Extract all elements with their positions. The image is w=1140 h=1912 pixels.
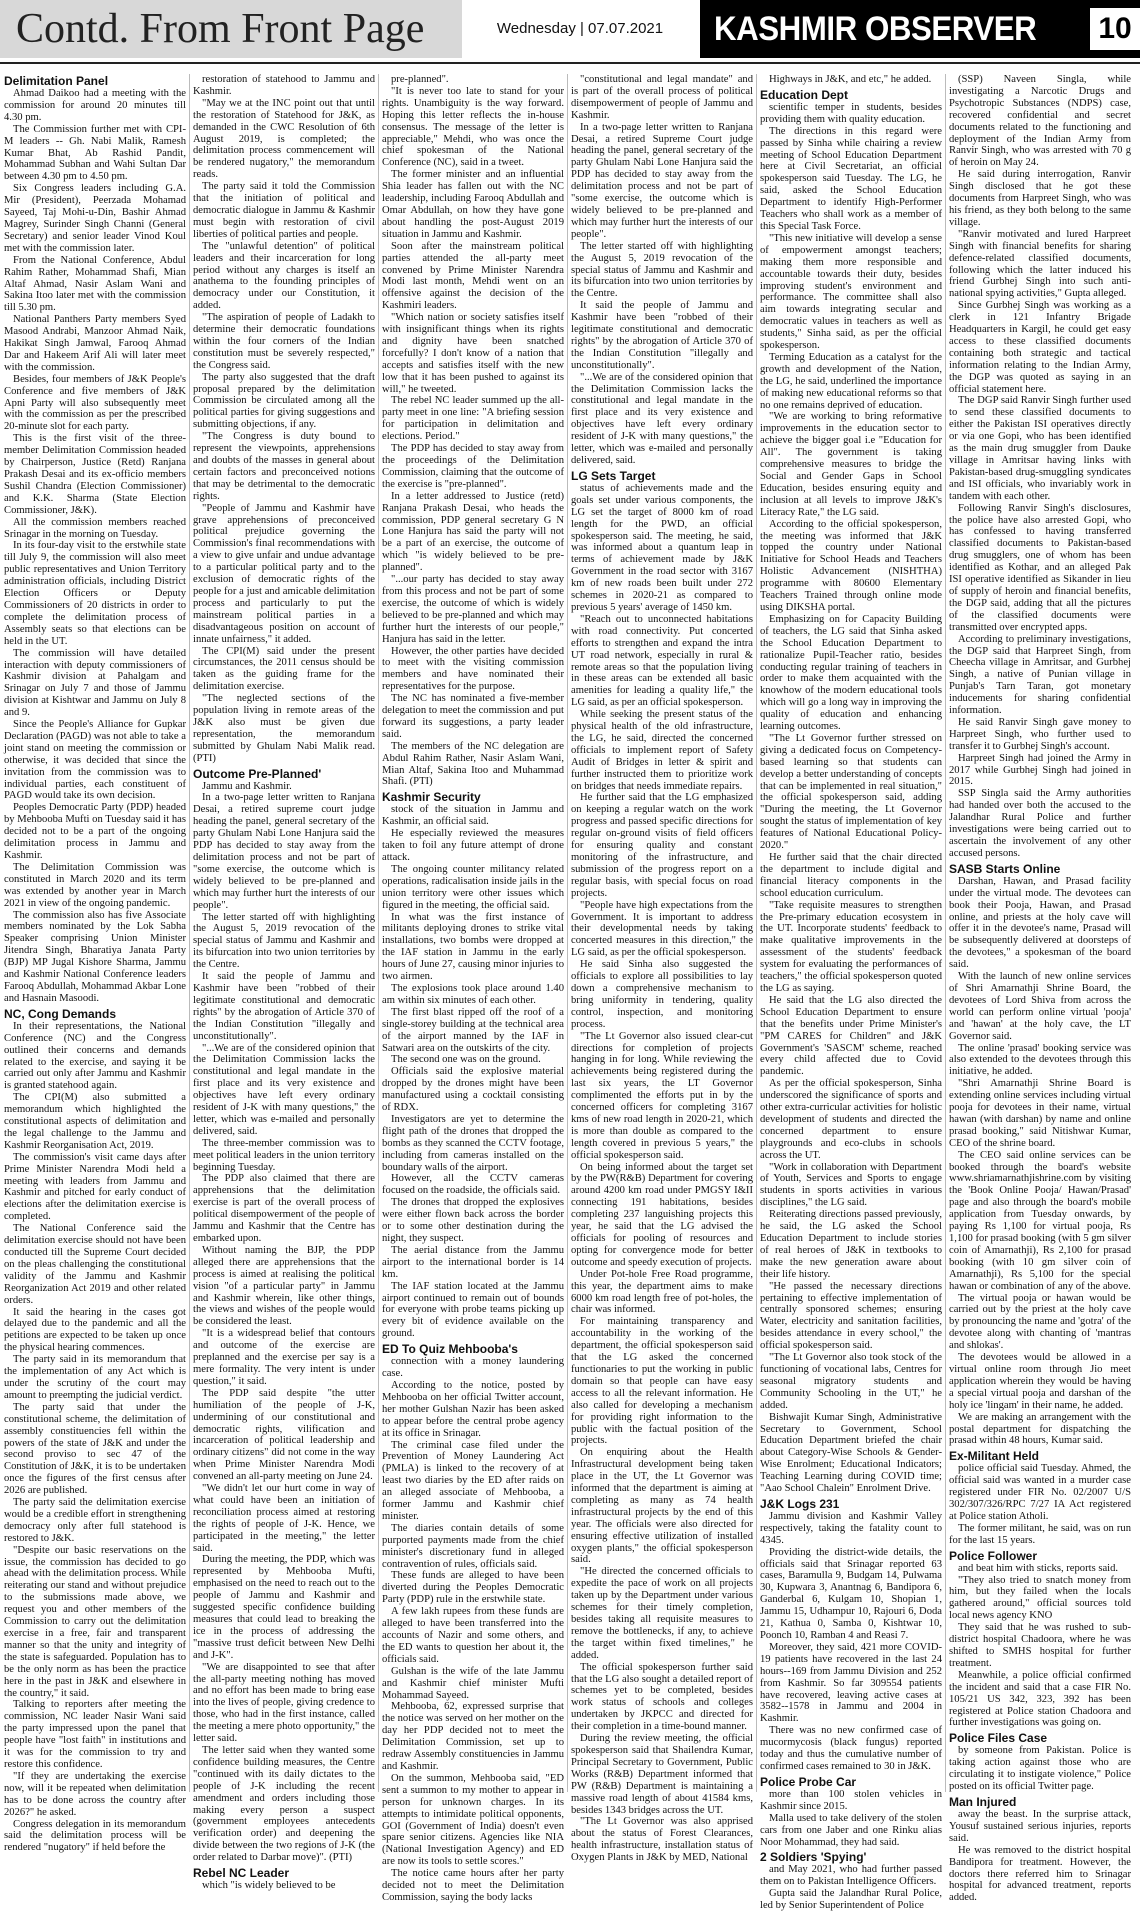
article-paragraph: In its four-day visit to the erstwhile state till July 9, the commission will also meet public representatives and Union Territory administration officials, including District Election Officers or Deputy Commissioners of 20 districts in order to complete the delimitation process of Assembly seats so that elections can be held in the UT. [4,540,186,647]
article-paragraph: Besides, four members of J&K People's Conference and five members of J&K Apni Party will also subsequently meet with the commission as per the prescribed 20-minute slot for each party. [4,373,186,433]
article-paragraph: "It is a widespread belief that contours and outcome of the exercise are preplanned and the exercise per say is a mere formality. The very intent is under question," it said. [193,1328,375,1387]
article-paragraph: The second one was on the ground. [391,1054,541,1066]
article-paragraph: Malla used to take delivery of the stolen cars from one Jaber and one Rinku alias Noor Mohammad, they had said. [760,1812,942,1848]
article-paragraph: Peoples Democratic Party (PDP) headed by Mehbooba Mufti on Tuesday said it has decided not to be a part of the ongoing delimitation process in Jammu and Kashmir. [4,802,186,861]
article-paragraph: "May we at the INC point out that until the restoration of Statehood for J&K, as demanded in the CWC Resolution of 6th August 2019, is completed; the delimitation process commencement will be rendered nugatory," the memorandum reads. [193,97,375,181]
article-paragraph: For maintaining transparency and accountability in the working of the department, the official spokesperson said that the LG asked the concerned functionaries to put the working in public domain so that people can have easy access to all the relevant information. He also called for developing a mechanism for providing right information to the public with the factual position of the projects. [571,1316,753,1447]
article-heading: Police Files Case [949,1731,1048,1746]
article-paragraph: Emphasizing on for Capacity Building of teachers, the LG said that Sinha asked the School Education Department to rationalize Pupil-Teacher ratio, besides conducting regular training of teachers in order to make them acquainted with the knowhow of the modern educational tools which will go a long way in improving the quality of education and enhancing learning outcomes. [760,613,942,733]
article-paragraph: connection with a money laundering case. [382,1356,564,1380]
article-paragraph: The party said that under the constitutional scheme, the delimitation of assembly constituencies fell within the powers of the state of J&K and under the second proviso to sec 47 of the Constitution of J&K, it is to be undertaken once the figures of the first census after 2026 are published. [4,1401,186,1497]
article-paragraph: According to preliminary investigations, the DGP said that Harpreet Singh, from Cheecha village in Amritsar, and Gurbhej Singh, a native of Punian village in Punjab's Tarn Taran, got monetary inducements for sharing confidential information. [949,633,1131,717]
article-paragraph: Congress delegation in its memorandum said the delimitation process will be rendered "nugatory" if held before the [4,1818,186,1854]
article-paragraph: Following Ranvir Singh's disclosures, the police have also arrested Gopi, who has confessed to having transferred classified documents to Pakistan-based drug smugglers, one of whom has been identified as Kothar, and an alleged Pak ISI operative identified as Sikander in lieu of supply of heroin and financial benefits, the DGP said, adding that all the pictures of the classified documents were transmitted over encrypted apps. [949,502,1131,633]
article-paragraph: The devotees would be allowed in a virtual online room through Jio meet application wherein they would be having a special virtual pooja and darshan of the holy ice 'lingam' in their name, he added. [949,1352,1131,1411]
article-heading: Police Follower [949,1548,1038,1563]
article-paragraph: (SSP) Naveen Singla, while investigating a Narcotic Drugs and Psychotropic Substances (NDPS) case, recovered confidential and secret documents related to the functioning and deployment of the Indian Army from Ranvir Singh, who was arrested with 70 g of heroin on May 24. [949,74,1131,169]
article-paragraph: "Reach out to unconnected habitations with road connectivity. Put concerted efforts to strengthen and expand the intra UT road network, especially in rural & remote areas so that the population living in these areas can be extended all basic amenities for leading a quality life," the LG said, as per an official spokesperson. [571,613,753,709]
article-paragraph: The PDP also claimed that there are apprehensions that the delimitation exercise is part of the overall process of political disempowerment of the people of Jammu and Kashmir that the Centre has embarked upon. [193,1173,375,1244]
article-paragraph: "We are working to bring reformative improvements in the education sector to achieve the bigger goal i.e "Education for All". The government is taking comprehensive measures to bridge the Social and Gender Gaps in School Education, besides ensuring equity and inclusion at all levels to improve J&K's Literacy Rate," the LG said. [760,411,942,518]
article-paragraph: "People of Jammu and Kashmir have grave apprehensions of preconceived political prejudice governing the Commission's final recommendations with a view to give unfair and undue advantage to a particular political party and to the exclusion of democratic rights of the people for a just and amicable delimitation process and particularly to put the mainstream political parties in a disadvantageous position on account of innate unfairness," it added. [193,502,375,645]
article-paragraph: restoration of statehood to Jammu and Kashmir. [193,74,375,97]
article-heading: Police Probe Car [760,1774,857,1789]
article-paragraph: Darshan, Hawan, and Prasad facility under the virtual mode. The devotees can book their Pooja, Hawan, and Prasad online, and priests at the holy cave will offer it in the devotee's name, Prasad will be subsequently delivered at doorsteps of the devotees," a spokesman of the board said. [949,875,1131,971]
article-paragraph: He especially reviewed the measures taken to foil any future attempt of drone attack. [382,828,564,863]
article-paragraph: They said that he was rushed to sub-district hospital Chadoora, where he was shifted to SMHS hospital for further treatment. [949,1622,1131,1669]
article-paragraph: The former militant, he said, was on run for the last 15 years. [949,1522,1131,1546]
article-heading: LG Sets Target [571,468,656,483]
article-paragraph: The CPI(M) said under the present circumstances, the 2011 census should be taken as the guiding frame for the delimitation exercise. [193,645,375,693]
article-paragraph: Officials said the explosive material dropped by the drones might have been manufactured using a cocktail consisting of RDX. [382,1066,564,1114]
article-paragraph: National Panthers Party members Syed Masood Andrabi, Manzoor Ahmad Naik, Hakikat Singh Jamwal, Farooq Ahmad Dar and Hakeem Arif Ali will later meet with the commission. [4,314,186,373]
article-paragraph: In a two-page letter written to Ranjana Desai, a retired supreme court judge heading the panel, general secretary of the party Ghulam Nabi Lone Hanjura said the PDP has decided to stay away from the delimitation process and not be part of "some exercise, the outcome which is widely believed to be pre-planned and which may further hurt the interests of our people". [193,792,375,911]
article-paragraph: The "unlawful detention" of political leaders and their incarceration for long period without any charges is itself an anathema to the founding principles of democracy under our Constitution, it added. [193,240,375,312]
article-paragraph: The CEO said online services can be booked through the board's website www.shriamarnathjishrine.com by visiting the 'Book Online Pooja/ Hawan/Prasad' page and also through the board's mobile application from Tuesday onwards, by paying Rs 1,100 for virtual pooja, Rs 1,100 for prasad booking (with 5 gm silver coin of Amarnathji), Rs 2,100 for prasad booking (with 10 gm silver coin of Amarnathji), Rs 5,100 for the special hawan or combination of any of the above. [949,1149,1131,1292]
article-paragraph: The party said it told the Commission that the initiation of political and democratic dialogue in Jammu & Kashmir must begin with restoration of civil liberties of political parties and people. [193,181,375,240]
article-heading: Outcome Pre-Planned' [193,766,322,781]
article-paragraph: All the commission members reached Srinagar in the morning on Tuesday. [4,516,186,540]
article-paragraph: Without naming the BJP, the PDP alleged there are apprehensions that the process is aimed at realising the political vision "of a particular party" in Jammu and Kashmir wherein, like other things, the views and wishes of the people would be considered the least. [193,1244,375,1328]
article-paragraph: The Delimitation Commission was constituted in March 2020 and its term was extended by another year in March 2021 in view of the ongoing pandemic. [4,861,186,909]
masthead: KASHMIR OBSERVER [714,10,1037,48]
article-heading: NC, Cong Demands [4,1006,117,1021]
article-paragraph: by someone from Pakistan. Police is taking action against those who are circulating it to instigate violence," Police posted on its official Twitter page. [949,1745,1131,1793]
article-paragraph: "...We are of the considered opinion that the Delimitation Commission lacks the constitutional and legal mandate in the first place and its very existence and objectives have left every ordinary resident of J-K with many questions," the letter, which was e-mailed and personally delivered, said. [571,371,753,466]
article-paragraph: On enquiring about the Health Infrastructural development being taken place in the UT, the Lt Governor was informed that the department is aiming at completing as many as 74 health infrastructural projects by the end of this year. The officials were also directed for ensuring effective utilization of installed oxygen plants," the official spokesperson said. [571,1447,753,1566]
article-paragraph: status of achievements made and the goals set under various components, the LG set the target of 8000 km of road length for the PWD, an official spokesperson said. The meeting, he said, was informed about a quantum leap in terms of achievement made by J&K Government in the road sector with 3167 km of new roads been built under 272 schemes in 2020-21 as compared to previous 5 years' average of 1450 km. [571,482,753,613]
article-paragraph: Gupta said the Jalandhar Rural Police, led by Senior Superintendent of Police [760,1888,942,1912]
article-paragraph: Reiterating directions passed previously, he said, the LG asked the School Education Department to include stories of real heroes of J&K in textbooks to make the new generation aware about their life history. [760,1209,942,1280]
article-paragraph: The official spokesperson further said that the LG also sought a detailed report of schemes yet to be completed, besides work status of schools and colleges undertaken by JKPCC and directed for their completion in a time-bound manner. [571,1661,753,1733]
article-paragraph: Meanwhile, a police official confirmed the incident and said that a case FIR No. 105/21 US 342, 323, 392 has been registered at Police station Chadoora and further investigations was going on. [949,1669,1131,1729]
article-paragraph: "The Lt Governor was also apprised about the status of Forest Clearances, health infrastructure, installation status of Oxygen Plants in J&K by MED, National [571,1816,753,1864]
article-paragraph: The directions in this regard were passed by Sinha while chairing a review meeting of School Education Department here at Civil Secretariat, an official spokesperson said Tuesday. The LG, he said, asked the School Education Department to identify High-Performer Teachers who shall work as a member of this Special Task Force. [760,125,942,232]
article-paragraph: "The aspiration of people of Ladakh to determine their democratic foundations within the four corners of the Indian constitution must be severely respected," the Congress said. [193,312,375,371]
article-paragraph: The notice came hours after her party decided not to meet the Delimitation Commission, saying the body lacks [382,1868,564,1903]
article-paragraph: He said during interrogation, Ranvir Singh disclosed that he got these documents from Harpreet Singh, who was his friend, as they both belong to the same village. [949,169,1131,228]
article-paragraph: The commission will have detailed interaction with deputy commissioners of Kashmir division at Pahalgam and Srinagar on July 7 and those of Jammu division at Kishtwar and Jammu on July 8 and 9. [4,647,186,719]
article-paragraph: We are making an arrangement with the postal department for dispatching the prasad within 48 hours, Kumar said. [949,1411,1131,1447]
article-paragraph: which "is widely believed to be [202,1880,336,1892]
section-title: Contd. From Front Page [16,6,425,52]
article-paragraph: police official said Tuesday. Ahmed, the official said was wanted in a murder case registered under FIR No. 02/2007 U/S 302/307/326/RPC 7/27 IA Act registered at Police station Atholi. [949,1463,1131,1522]
article-heading: 2 Soldiers 'Spying' [760,1850,867,1865]
article-paragraph: The letter started off with highlighting the August 5, 2019 revocation of the special status of Jammu and Kashmir and its bifurcation into two union territories by the Centre. [571,240,753,300]
page-number: 10 [1090,8,1140,50]
issue-date: Wednesday | 07.07.2021 [496,20,664,37]
article-paragraph: He further said that the LG emphasized on keeping a regular watch on the work progress and passed specific directions for regular on-ground visits of field officers for ensuring quality and constant monitoring of the infrastructure, and submission of the progress report on a regular basis, with special focus on road projects. [571,792,753,899]
article-paragraph: "The Lt Governor also took stock of the functioning of vocational labs, Centres for seasonal migratory students and Community Schooling in the UT," he added. [760,1352,942,1411]
column-2 [193,74,375,1892]
article-paragraph: Bishwajit Kumar Singh, Administrative Secretary to Government, School Education Department briefed the chair about Category-Wise Schools & Gender-Wise Enrolment; Educational Indicators; Teaching Learning during COVID time; "Aao School Chalein" Enrolment Drive. [760,1411,942,1495]
article-paragraph: The ongoing counter militancy related operations, radicalisation inside jails in the union territory were other issues which figured in the meeting, the official said. [382,863,564,911]
column-6 [949,74,1131,1904]
article-paragraph: "constitutional and legal mandate" and is part of the overall process of political disempowerment of people of Jammu and Kashmir. [571,74,753,121]
article-paragraph: In a two-page letter written to Ranjana Desai, a retired Supreme Court judge heading the panel, general secretary of the party Ghulam Nabi Lone Hanjura said the PDP has decided to stay away from the delimitation process and not be part of "some exercise, the outcome which is widely believed to be pre-planned and which may further hurt the interests of our people". [571,121,753,240]
article-paragraph: Gulshan is the wife of the late Jammu and Kashmir chief minister Mufti Mohammad Sayeed. [382,1665,564,1701]
article-paragraph: "They also tried to snatch money from him, but they failed when the locals gathered around," official sources told local news agency KNO [949,1574,1131,1622]
article-paragraph: The IAF station located at the Jammu airport continued to remain out of bounds for everyone with probe teams picking up every bit of evidence available on the ground. [382,1280,564,1340]
article-paragraph: According to the notice, posted by Mehbooba on her official Twitter account, her mother Gulshan Nazir has been asked to appear before the central probe agency at its office in Srinagar. [382,1379,564,1439]
article-paragraph: Highways in J&K, and etc," he added. [769,74,932,85]
masthead-banner [700,0,1140,58]
article-paragraph: and beat him with sticks, reports said. [958,1562,1119,1574]
article-paragraph: On the summon, Mehbooba said, "ED sent a summon to my mother to appear in person for unknown charges. In its attempts to intimidate political opponents, GOI (Government of India) doesn't even spare senior citizens. Agencies like NIA (National Investigation Agency) and ED are now its tools to settle scores." [382,1772,564,1868]
article-paragraph: As per the official spokesperson, Sinha underscored the significance of sports and other extra-curricular activities for holistic development of students and directed the concerned department to ensure playgrounds and eco-clubs in schools across the UT. [760,1078,942,1161]
article-paragraph: He said that the LG also directed the School Education Department to ensure that the benefits under Prime Minister's "PM CARES for Children" and J&K Government's 'SASCM' scheme, reached every child affected due to Covid pandemic. [760,994,942,1078]
article-paragraph: In their representations, the National Conference (NC) and the Congress outlined their concerns and demands related to the exercise, and saying it be carried out only after Jammu and Kashmir is granted statehood again. [4,1020,186,1092]
article-paragraph: scientific temper in students, besides providing them with quality education. [760,101,942,125]
article-paragraph: In a letter addressed to Justice (retd) Ranjana Prakash Desai, who heads the commission, PDP general secretary G N Lone Hanjura has said the party will not be a part of an exercise, the outcome of which "is widely believed to be pre-planned". [382,490,564,574]
article-paragraph: Providing the district-wide details, the officials said that Srinagar reported 63 cases, Baramulla 9, Budgam 14, Pulwama 30, Kupwara 3, Anantnag 6, Bandipora 6, Ganderbal 6, Kulgam 10, Shopian 1, Jammu 15, Udhampur 10, Rajouri 6, Doda 21, Kathua 0, Samba 0, Kishtwar 10, Poonch 10, Ramban 4 and Reasi 7. [760,1546,942,1641]
article-paragraph: During the meeting, the PDP, which was represented by Mehbooba Mufti, emphasised on the need to reach out to the people of Jammu and Kashmir and suggested specific confidence building measures that could lead to breaking the ice in the process of addressing the "massive trust deficit between New Delhi and J-K". [193,1554,375,1661]
article-paragraph: These funds are alleged to have been diverted during the Peoples Democratic Party (PDP) rule in the erstwhile state. [382,1570,564,1606]
article-paragraph: stock of the situation in Jammu and Kashmir, an official said. [382,804,564,828]
article-paragraph: "We didn't let our hurt come in way of what could have been an initiation of reconciliation process aimed at restoring the rights of people of J-K. Hence, we participated in the meeting," the letter said. [193,1483,375,1554]
article-paragraph: "If they are undertaking the exercise now, will it be repeated when delimitation has to be done across the country after 2026?" he asked. [4,1770,186,1818]
article-paragraph: The diaries contain details of some purported payments made from the chief minister's discretionary fund in alleged contravention of rules, officials said. [382,1522,564,1570]
article-paragraph: The PDP said despite "the utter humiliation of the people of J-K, undermining of our constitutional and democratic rights, vilification and incarceration of political leadership and ordinary citizens" did not come in the way when Prime Minister Narendra Modi convened an all-party meeting on June 24. [193,1387,375,1483]
article-paragraph: The letter started off with highlighting the August 5, 2019 revocation of the special status of Jammu and Kashmir and its bifurcation into two union territories by the Centre. [193,911,375,971]
article-paragraph: Harpreet Singh had joined the Army in 2017 while Gurbhej Singh had joined in 2015. [949,752,1131,788]
column-divider [756,74,757,1792]
article-paragraph: "We are disappointed to see that after the all-party meeting nothing has moved and no effort has been made to bring ease into the lives of people, giving credence to those, who had in the first instance, called the meeting a mere photo opportunity," the letter said. [193,1661,375,1745]
article-paragraph: The commission's visit came days after Prime Minister Narendra Modi held a meeting with leaders from Jammu and Kashmir and pitched for early conduct of elections after the delimitation exercise is completed. [4,1151,186,1223]
page-header [0,0,1140,58]
article-paragraph: "The neglected sections of the population living in remote areas of the J&K also must be given due representation, the memorandum submitted by Ghulam Nabi Malik read. (PTI) [193,693,375,764]
article-paragraph: A few lakh rupees from these funds are alleged to have been transferred into the accounts of Nazir and some others, and the ED wants to question her about it, the officials said. [382,1606,564,1665]
column-3 [382,74,564,1903]
article-paragraph: The drones that dropped the explosives were either flown back across the border or to some other destination during the night, they suspect. [382,1197,564,1244]
article-paragraph: On being informed about the target set by the PW(R&B) Department for covering around 4200 km road under PMGSY I&II connecting 191 habitations, besides completing 237 languishing projects this year, he said that the LG advised the officials for pooling of resources and opting for convergence mode for better outcome and speedy execution of projects. [571,1161,753,1268]
article-paragraph: "Ranvir motivated and lured Harpreet Singh with financial benefits for sharing defence-related classified documents, following which the latter induced his friend Gurbhej Singh into such anti-national spying activities," Gupta alleged. [949,228,1131,300]
article-heading: Rebel NC Leader [193,1866,290,1881]
article-paragraph: SSP Singla said the Army authorities had handed over both the accused to the Jalandhar Rural Police and further investigations were being carried out to ascertain the involvement of any other accused persons. [949,788,1131,859]
article-paragraph: The CPI(M) also submitted a memorandum which highlighted the constitutional aspects of delimitation and the legal challenge to the Jammu and Kashmir Reorganisation Act, 2019. [4,1092,186,1151]
article-paragraph: He said Ranvir Singh gave money to Harpreet Singh, who further used to transfer it to Gurbhej Singh's account. [949,716,1131,752]
article-paragraph: Investigators are yet to determine the flight path of the drones that dropped the bombs as they scanned the CCTV footage, including from cameras installed on the boundary walls of the airport. [382,1113,564,1173]
article-paragraph: "The Congress is duty bound to represent the viewpoints, apprehensions and doubts of the masses in general about certain factors and preconceived notions that may be detrimental to the democratic rights. [193,431,375,502]
article-paragraph: "It is never too late to stand for your rights. Unambiguity is the way forward. Hoping this letter reflects the in-house consensus. The message of the letter is appreciable," Mehdi, who was once the chief spokesman of the National Conference (NC), said in a tweet. [382,85,564,169]
article-paragraph: The NC has nominated a five-member delegation to meet the commission and put forward its suggestions, a party leader said. [382,693,564,740]
article-paragraph: "...our party has decided to stay away from this process and not be part of some exercise, the outcome of which is widely believed to be pre-planned and which may further hurt the interests of our people," Hanjura has said in the letter. [382,574,564,645]
article-paragraph: The first blast ripped off the roof of a single-storey building at the technical area of the airport manned by the IAF in Satwari area on the outskirts of the city. [382,1006,564,1054]
article-paragraph: The party said in its memorandum that the implementation of any Act which is under the scrutiny of the court may amount to preempting the judicial verdict. [4,1354,186,1401]
article-paragraph: The criminal case filed under the Prevention of Money Laundering Act (PMLA) is linked to the recovery of at least two diaries by the ED after raids on an alleged associate of Mehbooba, a former Jammu and Kashmir chief minister. [382,1439,564,1522]
article-paragraph: The aerial distance from the Jammu airport to the international border is 14 km. [382,1244,564,1280]
article-heading: Kashmir Security [382,790,481,805]
article-paragraph: Terming Education as a catalyst for the growth and development of the Nation, the LG, he said, underlined the importance of making new educational reforms so that no one remains deprived of education. [760,351,942,411]
article-paragraph: Jammu division and Kashmir Valley respectively, taking the fatality count to 4345. [760,1510,942,1546]
article-paragraph: The three-member commission was to meet political leaders in the union territory beginning Tuesday. [193,1137,375,1173]
article-paragraph: "He directed the concerned officials to expedite the pace of work on all projects taken up by the Department under various schemes for their timely completion, besides taking all requisite measures to remove the bottlenecks, if any, to achieve the target within fixed timelines," he added. [571,1566,753,1661]
article-paragraph: The PDP has decided to stay away from the proceedings of the Delimitation Commission, claiming that the outcome of the exercise is "pre-planned". [382,443,564,490]
article-paragraph: According to the official spokesperson, the meeting was informed that J&K topped the country under National Initiative for School Heads and Teachers Holistic Advancement (NISHTHA) programme with 80600 Elementary Teachers Trained through online mode using DIKSHA portal. [760,518,942,613]
article-paragraph: He was removed to the district hospital Bandipora for treatment. However, the doctors there referred him to Srinagar hospital for advanced treatment, reports added. [949,1844,1131,1904]
article-paragraph: It said the people of Jammu and Kashmir have been "robbed of their legitimate constitutional and democratic rights" by the abrogation of Article 370 of the Indian Constitution "illegally and unconstitutionally". [193,971,375,1042]
article-paragraph: While seeking the present status of the physical health of the old infrastructure, the LG, he said, directed the concerned officials to implement report of Safety Audit of Bridges in letter & spirit and further instructed them to prioritize work on bridges that needs immediate repairs. [571,709,753,792]
article-heading: Man Injured [949,1794,1017,1809]
column-divider [567,74,568,1792]
article-paragraph: The members of the NC delegation are Abdul Rahim Rather, Nasir Aslam Wani, Mian Altaf, Sakina Itoo and Muhammad Shafi. (PTI) [382,740,564,788]
article-paragraph: However, the other parties have decided to meet with the visiting commission members and have nominated their representatives for the purpose. [382,645,564,693]
column-divider [189,74,190,1792]
article-paragraph: "People have high expectations from the Government. It is important to address their developmental needs by taking concerted measures in this direction," the LG said, as per the official spokesperson. [571,899,753,959]
article-paragraph: There was no new confirmed case of mucormycosis (black fungus) reported today and thus the cumulative number of confirmed cases remained to 30 in J&K. [760,1725,942,1772]
article-paragraph: The letter said when they wanted some confidence building measures, the Centre "continued with its daily dictates to the people of J-K including the recent amendment and orders including those making every person a suspect (government employees antecedents verification order) and deepening the divide between the two regions of J-K (the order related to Darbar move)". (PTI) [193,1744,375,1864]
article-paragraph: "Take requisite measures to strengthen the Pre-primary education ecosystem in the UT. Incorporate students' feedback to make qualitative improvements in the assessment of the students' feedback system for evaluating the performances of teachers," the official spokesperson quoted the LG as saying. [760,899,942,994]
article-paragraph: The rebel NC leader summed up the all-party meet in one line: "A briefing session for participation in delimitation and elections. Period." [382,395,564,443]
header-rule [0,62,1140,64]
article-paragraph: During the review meeting, the official spokesperson said that Shailendra Kumar, Principal Secretary to Government, Public Works (R&B) Department informed that PW (R&B) Department is maintaining a massive road length of about 41584 kms, besides 1343 bridges across the UT. [571,1733,753,1816]
article-paragraph: The DGP said Ranvir Singh further used to send these classified documents to either the Pakistan ISI operatives directly or via one Gopi, who has been identified as the main drug smuggler from Dauke village in Amritsar having links with Pakistan-based drug-smuggling syndicates and ISI officials, who invariably work in tandem with each other. [949,395,1131,502]
article-paragraph: Soon after the mainstream political parties attended the all-party meet convened by Prime Minister Narendra Modi last month, Mehdi went on an offensive against the decision of the Kashmiri leaders. [382,240,564,312]
article-paragraph: Since Gurbhej Singh was working as a clerk in 121 Infantry Brigade Headquarters in Kargil, he could get easy access to these classified documents containing both strategic and tactical information relating to the Indian Army, the DGP was quoted as saying in an official statement here. [949,300,1131,395]
article-heading: SASB Starts Online [949,861,1061,876]
article-paragraph: "Work in collaboration with Department of Youth, Services and Sports to engage students in sports activities in various disciplines," the LG said. [760,1161,942,1209]
article-heading: Ex-Militant Held [949,1449,1040,1464]
article-paragraph: "Despite our basic reservations on the issue, the commission has decided to go ahead with the delimitation process. While reiterating our stand and without prejudice to the submissions made above, we request you and other members of the Commission to carry out the delimitation exercise in a free, fair and transparent manner so that the unity and integrity of the state is safeguarded. Population has to be the only norm as has been the practice here in the past in J&K and elsewhere in the country," it said. [4,1544,186,1699]
article-paragraph: pre-planned". [391,74,449,85]
article-heading: Delimitation Panel [4,74,109,88]
column-divider [945,74,946,1792]
article-paragraph: Talking to reporters after meeting the commission, NC leader Nasir Wani said the party impressed upon the panel that people have "lost faith" in institutions and it was for the commission to try and restore this confidence. [4,1699,186,1770]
article-paragraph: Moreover, they said, 421 more COVID-19 patients have recovered in the last 24 hours--169 from Jammu Division and 252 from Kashmir. So far 309554 patients have recovered, leaving active cases at 3582--1578 in Jammu and 2004 in Kashmir. [760,1641,942,1725]
article-paragraph: It said the people of Jammu and Kashmir have been "robbed of their legitimate constitutional and democratic rights" by the abrogation of Article 370 of the Indian Constitution "illegally and unconstitutionally". [571,300,753,371]
article-paragraph: Ahmad Daikoo had a meeting with the commission for around 20 minutes till 4.30 pm. [4,88,186,123]
article-paragraph: He said Sinha also suggested the officials to explore all possibilities to lay down a comprehensive mechanism to bring uniformity in tendering, quality control, inspection, and monitoring process. [571,959,753,1030]
article-paragraph: away the beast. In the surprise attack, Yousuf sustained serious injuries, reports said. [949,1808,1131,1844]
article-paragraph: The National Conference said the delimitation exercise should not have been conducted till the Supreme Court decided on the pleas challenging the constitutional validity of the Jammu and Kashmir Reorganization Act 2019 and other related orders. [4,1223,186,1306]
article-paragraph: However, all the CCTV cameras focused on the roadside, the officials said. [382,1173,564,1197]
article-paragraph: From the National Conference, Abdul Rahim Rather, Mohammad Shafi, Mian Altaf Ahmad, Nasir Aslam Wani and Sakina Itoo later met with the commission till 5.30 pm. [4,254,186,314]
article-paragraph: The online 'prasad' booking service was also extended to the devotees through this initiative, he added. [949,1042,1131,1078]
article-paragraph: and May 2021, who had further passed them on to Pakistan Intelligence Officers. [760,1864,942,1888]
article-paragraph: "...We are of the considered opinion that the Delimitation Commission lacks the constitutional and legal mandate in the first place and its very existence and objectives have left every ordinary resident of J-K with many questions," the letter, which was e-mailed and personally delivered, said. [193,1042,375,1137]
article-paragraph: Under Pot-hole Free Road programme, this year, the department aims to make 6000 km road length free of pot-holes, the chair was informed. [571,1268,753,1316]
article-paragraph: This is the first visit of the three-member Delimitation Commission headed by Chairperson, Justice (Retd) Ranjana Prakash Desai and its ex-officio members Sushil Chandra (Election Commissioner) and K.K. Sharma (State Election Commissioner, J&K). [4,433,186,516]
article-paragraph: The former minister and an influential Shia leader has fallen out with the NC leadership, including Farooq Abdullah and Omar Abdullah, on how they have gone about handling the post-August 2019 situation in Jammu and Kashmir. [382,169,564,240]
article-paragraph: Mehbooba, 62, expressed surprise that the notice was served on her mother on the day her PDP decided not to meet the Delimitation Commission, set up to redraw Assembly constituencies in Jammu and Kashmir. [382,1701,564,1772]
article-paragraph: The Commission further met with CPI-M leaders -- Gh. Nabi Malik, Ramesh Kumar Bhat, Ab Rashid Pandit, Mohammad Subhan and Wahi Sultan Dar between 4.30 pm to 4.50 pm. [4,123,186,183]
article-paragraph: "He passed the necessary directions pertaining to effective implementation of centrally sponsored schemes; ensuring Water, electricity and sanitation facilities, besides attendance in every school," the official spokesperson said. [760,1280,942,1352]
column-divider [378,74,379,1792]
column-1 [4,74,186,1854]
article-paragraph: "This new initiative will develop a sense of empowerment amongst teachers; making them more responsible and accountable towards their duty, besides improving student's environment and performance. The committee shall also aim towards integrating secular and democratic values in teachers as well as students," Sinha said, as per the official spokesperson. [760,232,942,352]
article-paragraph: "Which nation or society satisfies itself with insignificant things when its rights and dignity have been snatched forcefully? I don't know of a nation that accepts and satisfies itself with the new low that it has been pushed to against its will," he tweeted. [382,312,564,395]
article-paragraph: Six Congress leaders including G.A. Mir (President), Peerzada Mohamad Sayeed, Taj Mohi-u-Din, Bashir Ahmad Magrey, Surinder Singh Channi (General Secretary) and senior leader Vinod Koul met with the commission later. [4,183,186,254]
article-paragraph: With the launch of new online services of Shri Amarnathji Shrine Board, the devotees of Lord Shiva from across the world can perform online virtual 'pooja' and 'hawan' at the holy cave, the LT Governor said. [949,971,1131,1042]
article-heading: Education Dept [760,87,849,102]
article-heading: ED To Quiz Mehbooba's [382,1342,518,1357]
article-paragraph: Jammu and Kashmir. [202,780,292,792]
article-paragraph: The party said the delimitation exercise would be a credible effort in strengthening democracy only after full statehood is restored to J&K. [4,1497,186,1544]
article-paragraph: The explosions took place around 1.40 am within six minutes of each other. [382,982,564,1006]
column-4 [571,74,753,1864]
article-heading: J&K Logs 231 [760,1496,840,1511]
article-paragraph: "The Lt Governor also issued clear-cut directions for completion of projects hanging in for long. While reviewing the achievements being registered during the last six years, the LT Governor complimented the efforts put in by the concerned officers for completing 3167 kms of new road length in 2020-21, which is more than double as compared to the length covered in previous 5 years," the official spokesperson said. [571,1030,753,1161]
article-paragraph: It said the hearing in the cases got delayed due to the pandemic and all the petitions are expected to be taken up once the physical hearing commences. [4,1306,186,1354]
article-paragraph: more than 100 stolen vehicles in Kashmir since 2015. [760,1788,942,1812]
article-paragraph: The party also suggested that the draft proposal prepared by the delimitation Commission be circulated among all the political parties for giving suggestions and submitting objections, if any. [193,371,375,431]
article-paragraph: "The Lt Governor further stressed on giving a dedicated focus on Competency-based learning so that students can develop a better understanding of concepts that can be implemented in real situation," the official spokesperson said, adding "During the meeting, the Lt Governor sought the status of implementation of key features of National Educational Policy-2020." [760,732,942,852]
article-paragraph: The commission also has five Associate members nominated by the Lok Sabha Speaker comprising Union Minister Jitendra Singh, Bharatiya Janata Party (BJP) MP Jugal Kishore Sharma, Jammu and Kashmir National Conference leaders Farooq Abdullah, Mohammad Akbar Lone and Hasnain Masoodi. [4,909,186,1004]
article-paragraph: He further said that the chair directed the department to include digital and financial literacy components in the school education curriculum. [760,852,942,899]
article-paragraph: Since the People's Alliance for Gupkar Declaration (PAGD) was not able to take a joint stand on meeting the commission or otherwise, it was decided that since the invitation from the commission was to individual parties, each constituent of PAGD would take its own decision. [4,719,186,802]
article-paragraph: The virtual pooja or hawan would be carried out by the priest at the holy cave by pronouncing the name and 'gotra' of the devotee along with chanting of 'mantras and shlokas'. [949,1292,1131,1352]
column-5 [760,74,942,1912]
section-banner [0,0,462,58]
article-paragraph: "Shri Amarnathji Shrine Board is extending online services including virtual pooja for devotees in their name, virtual hawan (with darshan) by name and online prasad booking," said Nitishwar Kumar, CEO of the shrine board. [949,1078,1131,1149]
article-paragraph: In what was the first instance of militants deploying drones to strike vital installations, two bombs were dropped at the IAF station in Jammu in the early hours of June 27, causing minor injuries to two airmen. [382,911,564,983]
